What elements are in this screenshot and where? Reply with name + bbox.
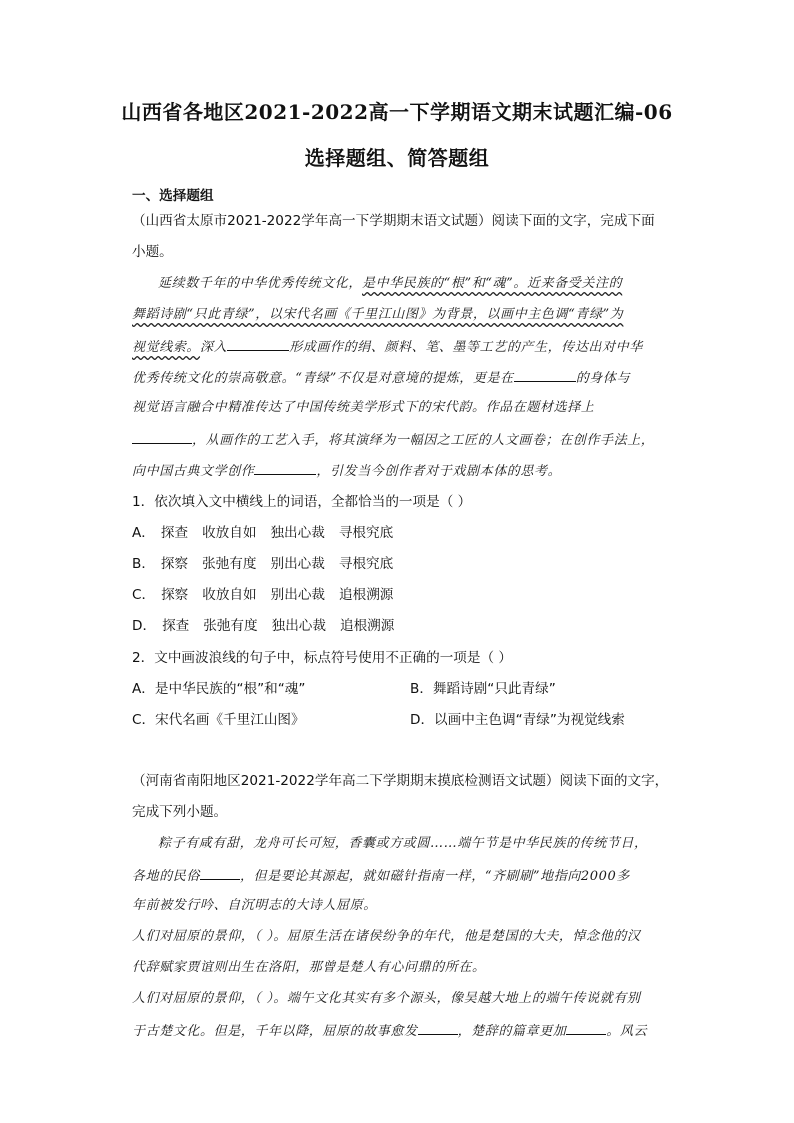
fill-blank <box>200 865 240 880</box>
option-word: 独出心裁 <box>270 525 325 541</box>
question-2: 2．文中画波浪线的句子中，标点符号使用不正确的一项是（ ） <box>132 650 512 666</box>
document-title: 山西省各地区2021-2022高一下学期语文期末试题汇编-06 <box>121 100 673 124</box>
passage2-line4: 人们对屈原的景仰，（ ）。屈原生活在诸侯纷争的年代，他是楚国的大夫，悼念他的汉 <box>132 929 641 944</box>
option-word: 寻根究底 <box>338 525 394 541</box>
option-word: 寻根究底 <box>338 556 394 572</box>
passage1-line7 <box>132 460 561 482</box>
passage1-line2 <box>132 305 623 325</box>
document-subtitle: 选择题组、简答题组 <box>304 146 490 170</box>
passage2-line2 <box>132 865 630 887</box>
q1-option-c <box>132 585 407 605</box>
passage2-line6: 人们对屈原的景仰，（ ）。端午文化其实有多个源头，像吴越大地上的端午传说就有别 <box>132 991 641 1006</box>
fill-blank <box>227 336 289 351</box>
passage1-line4 <box>132 367 630 389</box>
passage-text: ，但是要论其源起，就如磁针指南一样，“齐刷刷”地指向2000多 <box>240 869 630 884</box>
option-word: 探察 <box>160 556 189 572</box>
q2-option-c: C．宋代名画《千里江山图》 <box>132 712 305 728</box>
wavy-underlined-text: 是中华民族的“根”和“魂”。近来备受关注的 <box>362 276 623 291</box>
q1-option-b <box>132 554 407 574</box>
option-word: 别出心裁 <box>270 587 326 603</box>
option-label: D． <box>132 618 157 634</box>
option-word: 追根溯源 <box>339 587 394 603</box>
passage-text: ，从画作的工艺入手，将其演绎为一幅因之工匠的人文画卷；在创作手法上， <box>192 433 655 448</box>
q1-option-d <box>132 616 408 636</box>
fill-blank <box>566 1020 606 1035</box>
passage-text: ，引发当今创作者对于戏剧本体的思考。 <box>316 464 562 479</box>
wavy-underlined-text: 视觉线索。 <box>132 340 201 355</box>
passage-text: 深入 <box>200 340 228 355</box>
passage1-line6 <box>132 429 654 451</box>
passage-text: 于古楚文化。但是，千年以降，屈原的故事愈发 <box>132 1024 418 1039</box>
passage1-line1 <box>132 274 622 294</box>
option-word: 收放自如 <box>202 525 257 541</box>
group2-source: （河南省南阳地区2021-2022学年高二下学期期末摸底检测语文试题）阅读下面的文字， <box>132 773 669 789</box>
fill-blank <box>254 460 316 475</box>
group1-source: （山西省太原市2021-2022学年高一下学期期末语文试题）阅读下面的文字，完成下面 <box>132 213 655 229</box>
group2-source-cont: 完成下列小题。 <box>132 804 228 820</box>
fill-blank <box>418 1020 458 1035</box>
option-word: 探查 <box>160 525 189 541</box>
passage2-line7 <box>132 1020 647 1042</box>
passage2-line3: 年前被发行吟、自沉明志的大诗人屈原。 <box>132 898 377 913</box>
fill-blank <box>132 429 192 444</box>
passage-text: 优秀传统文化的崇高敬意。“青绿”不仅是对意境的提炼，更是在 <box>132 371 514 386</box>
passage-text: 各地的民俗 <box>132 869 201 884</box>
wavy-underlined-text: 舞蹈诗剧“只此青绿”，以宋代名画《千里江山图》为背景，以画中主色调“青绿”为 <box>132 307 624 322</box>
option-word: 张弛有度 <box>202 556 257 572</box>
passage-text: ，楚辞的篇章更加 <box>457 1024 567 1039</box>
option-word: 独出心裁 <box>271 618 326 634</box>
q2-option-a: A．是中华民族的“根”和“魂” <box>132 681 306 697</box>
option-word: 收放自如 <box>202 587 257 603</box>
passage-text: 向中国古典文学创作 <box>132 464 255 479</box>
passage-text: 。风云 <box>606 1024 648 1039</box>
passage1-line5: 视觉语言融合中精准传达了中国传统美学形式下的宋代韵。作品在题材选择上 <box>132 400 595 415</box>
option-word: 追根溯源 <box>340 618 395 634</box>
passage-text: 延续数千年的中华优秀传统文化， <box>158 276 363 291</box>
passage1-line3 <box>132 336 643 358</box>
option-word: 探查 <box>162 618 190 634</box>
fill-blank <box>514 367 576 382</box>
option-label: B． <box>132 556 155 572</box>
q2-option-b: B．舞蹈诗剧“只此青绿” <box>410 681 556 697</box>
option-word: 别出心裁 <box>270 556 325 572</box>
q2-option-d: D．以画中主色调“青绿”为视觉线索 <box>410 712 625 728</box>
passage2-line1: 粽子有咸有甜，龙舟可长可短，香囊或方或圆……端午节是中华民族的传统节日， <box>158 836 648 851</box>
option-word: 探察 <box>161 587 189 603</box>
option-label: A． <box>132 525 155 541</box>
q1-option-a <box>132 523 407 543</box>
passage2-line5: 代辞赋家贾谊则出生在洛阳，那曾是楚人有心问鼎的所在。 <box>132 960 486 975</box>
passage-text: 的身体与 <box>575 371 631 386</box>
option-word: 张弛有度 <box>203 618 258 634</box>
option-label: C． <box>132 587 156 603</box>
section-heading: 一、选择题组 <box>132 188 214 204</box>
passage-text: 形成画作的绢、颜料、笔、墨等工艺的产生，传达出对中华 <box>289 340 643 355</box>
question-1: 1．依次填入文中横线上的词语，全都恰当的一项是（ ） <box>132 494 472 510</box>
group1-source-cont: 小题。 <box>132 244 173 260</box>
